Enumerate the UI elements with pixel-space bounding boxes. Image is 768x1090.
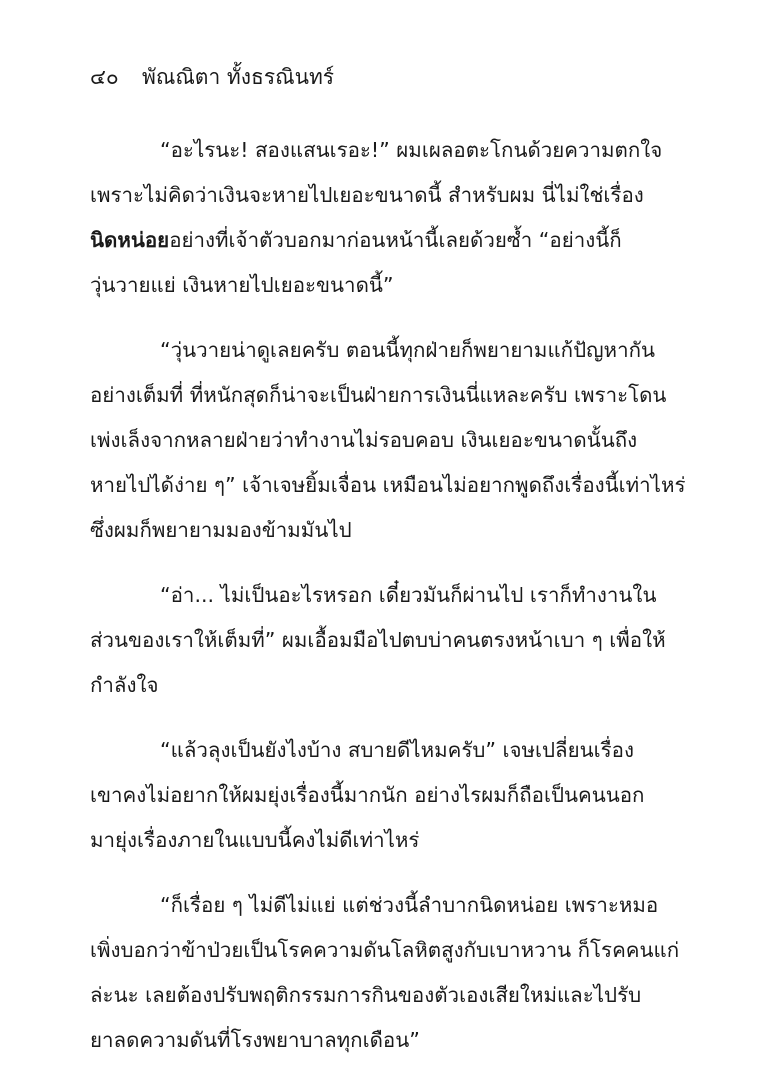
text-line: เพราะไม่คิดว่าเงินจะหายไปเยอะขนาดนี้ สำหรับผม นี่ไม่ใช่เรื่อง (90, 183, 644, 207)
text-line: หายไปได้ง่าย ๆ” เจ้าเจษยิ้มเจื่อน เหมือนไม่อยากพูดถึงเรื่องนี้เท่าไหร่ (90, 473, 686, 497)
text-line: ส่วนของเราให้เต็มที่” ผมเอื้อมมือไปตบบ่าคนตรงหน้าเบา ๆ เพื่อให้ (90, 628, 666, 652)
text-line: เขาคงไม่อยากให้ผมยุ่งเรื่องนี้มากนัก อย่างไรผมก็ถือเป็นคนนอก (90, 783, 645, 807)
text-run: อย่างที่เจ้าตัวบอกมาก่อนหน้านี้เลยด้วยซ้ำ “อย่างนี้ก็ (169, 228, 622, 252)
text-line: อย่างเต็มที่ ที่หนักสุดก็น่าจะเป็นฝ่ายการเงินนี่แหละครับ เพราะโดน (90, 383, 667, 407)
text-line: กำลังใจ (90, 673, 159, 697)
text-line: ซึ่งผมก็พยายามมองข้ามมันไป (90, 518, 352, 542)
author-name: พัณณิตา ทั้งธรณินทร์ (142, 65, 335, 89)
paragraph-1 (90, 128, 690, 308)
body-text (90, 128, 690, 1083)
text-line: มายุ่งเรื่องภายในแบบนี้คงไม่ดีเท่าไหร่ (90, 828, 420, 852)
paragraph-2 (90, 328, 690, 553)
text-line: ยาลดความดันที่โรงพยาบาลทุกเดือน” (90, 1028, 420, 1052)
paragraph-4 (90, 728, 690, 863)
text-line: วุ่นวายแย่ เงินหายไปเยอะขนาดนี้” (90, 273, 394, 297)
page-number: ๔๐ (90, 65, 119, 89)
text-line: “อะไรนะ! สองแสนเรอะ!” ผมเผลอตะโกนด้วยความตกใจ (160, 138, 663, 162)
paragraph-5 (90, 883, 690, 1063)
emphasized-text: นิดหน่อย (90, 228, 170, 252)
text-line: “แล้วลุงเป็นยังไงบ้าง สบายดีไหมครับ” เจษเปลี่ยนเรื่อง (160, 738, 634, 762)
text-line: “ก็เรื่อย ๆ ไม่ดีไม่แย่ แต่ช่วงนี้ลำบากนิดหน่อย เพราะหมอ (160, 893, 659, 917)
text-line: “อ่า... ไม่เป็นอะไรหรอก เดี๋ยวมันก็ผ่านไป เราก็ทำงานใน (160, 583, 657, 607)
page-header (90, 62, 334, 92)
text-line: เพิ่งบอกว่าข้าป่วยเป็นโรคความดันโลหิตสูงกับเบาหวาน ก็โรคคนแก่ (90, 938, 680, 962)
text-line: “วุ่นวายน่าดูเลยครับ ตอนนี้ทุกฝ่ายก็พยายามแก้ปัญหากัน (160, 338, 656, 362)
text-line: เพ่งเล็งจากหลายฝ่ายว่าทำงานไม่รอบคอบ เงินเยอะขนาดนั้นถึง (90, 428, 638, 452)
text-line (90, 218, 690, 263)
text-line: ล่ะนะ เลยต้องปรับพฤติกรรมการกินของตัวเองเสียใหม่และไปรับ (90, 983, 642, 1007)
paragraph-3 (90, 573, 690, 708)
